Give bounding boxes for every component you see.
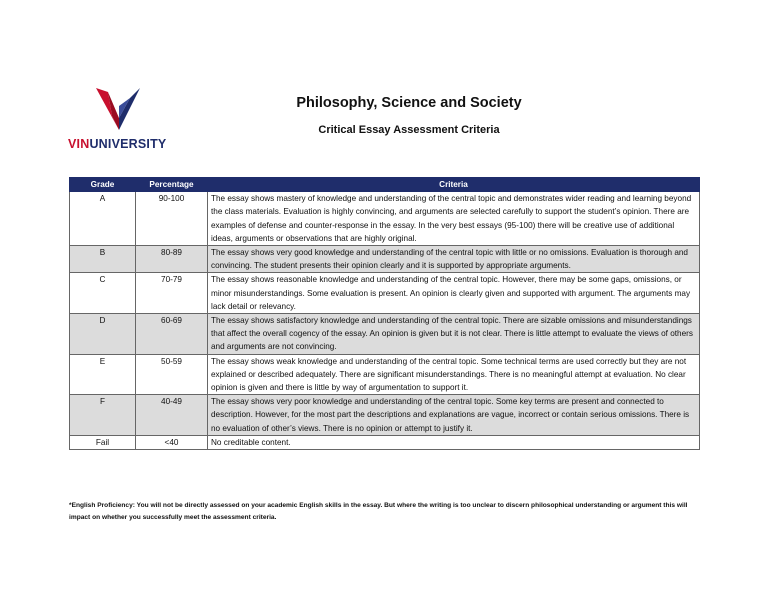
criteria-cell: The essay shows very poor knowledge and understanding of the central topic. Some key terms are present and connected to description. However, for the most part the descriptions and explanations are vague, incorrect or contain serious omissions. There is no evaluation of other’s views. There is no opinion or attempt to justify it. (208, 395, 700, 436)
grade-cell: F (70, 395, 136, 436)
percentage-cell: 80-89 (136, 246, 208, 273)
criteria-cell: The essay shows mastery of knowledge and understanding of the central topic and demonstrates wider reading and learning beyond the class materials. Evaluation is highly convincing, and arguments are selected carefully to support the student’s opinion. There are examples of defense and counter-response in the essay. In the very best essays (95-100) there will be creative use of additional ideas, arguments or observations that are highly original. (208, 192, 700, 246)
header-criteria: Criteria (208, 178, 700, 192)
assessment-criteria-table (69, 177, 700, 450)
criteria-cell: The essay shows reasonable knowledge and understanding of the central topic. However, there may be some gaps, omissions, or minor misunderstandings. Some evaluation is present. An opinion is clearly given and supported with argument. The arguments may lack detail or relevancy. (208, 273, 700, 314)
percentage-cell: 70-79 (136, 273, 208, 314)
grade-cell: E (70, 354, 136, 395)
criteria-cell: The essay shows very good knowledge and understanding of the central topic with little or no omissions. Evaluation is thorough and convincing. The student presents their opinion clearly and it is supported by appropriate arguments. (208, 246, 700, 273)
header-percentage: Percentage (136, 178, 208, 192)
criteria-cell: The essay shows weak knowledge and understanding of the central topic. Some technical terms are used correctly but they are not explained or described adequately. There are significant misunderstandings. There is no meaningful attempt at evaluation. No clear opinion is given and there is little by way of argumentation to support it. (208, 354, 700, 395)
document-title: Philosophy, Science and Society (296, 95, 522, 111)
table-row (70, 354, 700, 395)
grade-cell: A (70, 192, 136, 246)
table-header-row (70, 178, 700, 192)
percentage-cell: 60-69 (136, 314, 208, 355)
grade-cell: B (70, 246, 136, 273)
grade-cell: Fail (70, 435, 136, 449)
table-row (70, 435, 700, 449)
criteria-cell: The essay shows satisfactory knowledge and understanding of the central topic. There are sizable omissions and misunderstandings that affect the overall cogency of the essay. An opinion is given but it is not clear. There is little attempt to evaluate the views of others and arguments are not convincing. (208, 314, 700, 355)
english-proficiency-footnote: *English Proficiency: You will not be directly assessed on your academic English skills in the essay. But where the writing is too unclear to discern philosophical understanding or argument this will impact on whether you successfully meet the assessment criteria. (69, 502, 688, 521)
logo-text-university: UNIVERSITY (89, 137, 167, 151)
criteria-cell: No creditable content. (208, 435, 700, 449)
percentage-cell: <40 (136, 435, 208, 449)
table-row (70, 192, 700, 246)
table-row (70, 395, 700, 436)
grade-cell: D (70, 314, 136, 355)
percentage-cell: 40-49 (136, 395, 208, 436)
logo-text-vin: VIN (68, 137, 90, 151)
grade-cell: C (70, 273, 136, 314)
table-row (70, 314, 700, 355)
header-grade: Grade (70, 178, 136, 192)
document-subtitle: Critical Essay Assessment Criteria (318, 124, 500, 136)
logo-wordmark (68, 137, 166, 151)
percentage-cell: 50-59 (136, 354, 208, 395)
table-row (70, 273, 700, 314)
percentage-cell: 90-100 (136, 192, 208, 246)
table-row (70, 246, 700, 273)
